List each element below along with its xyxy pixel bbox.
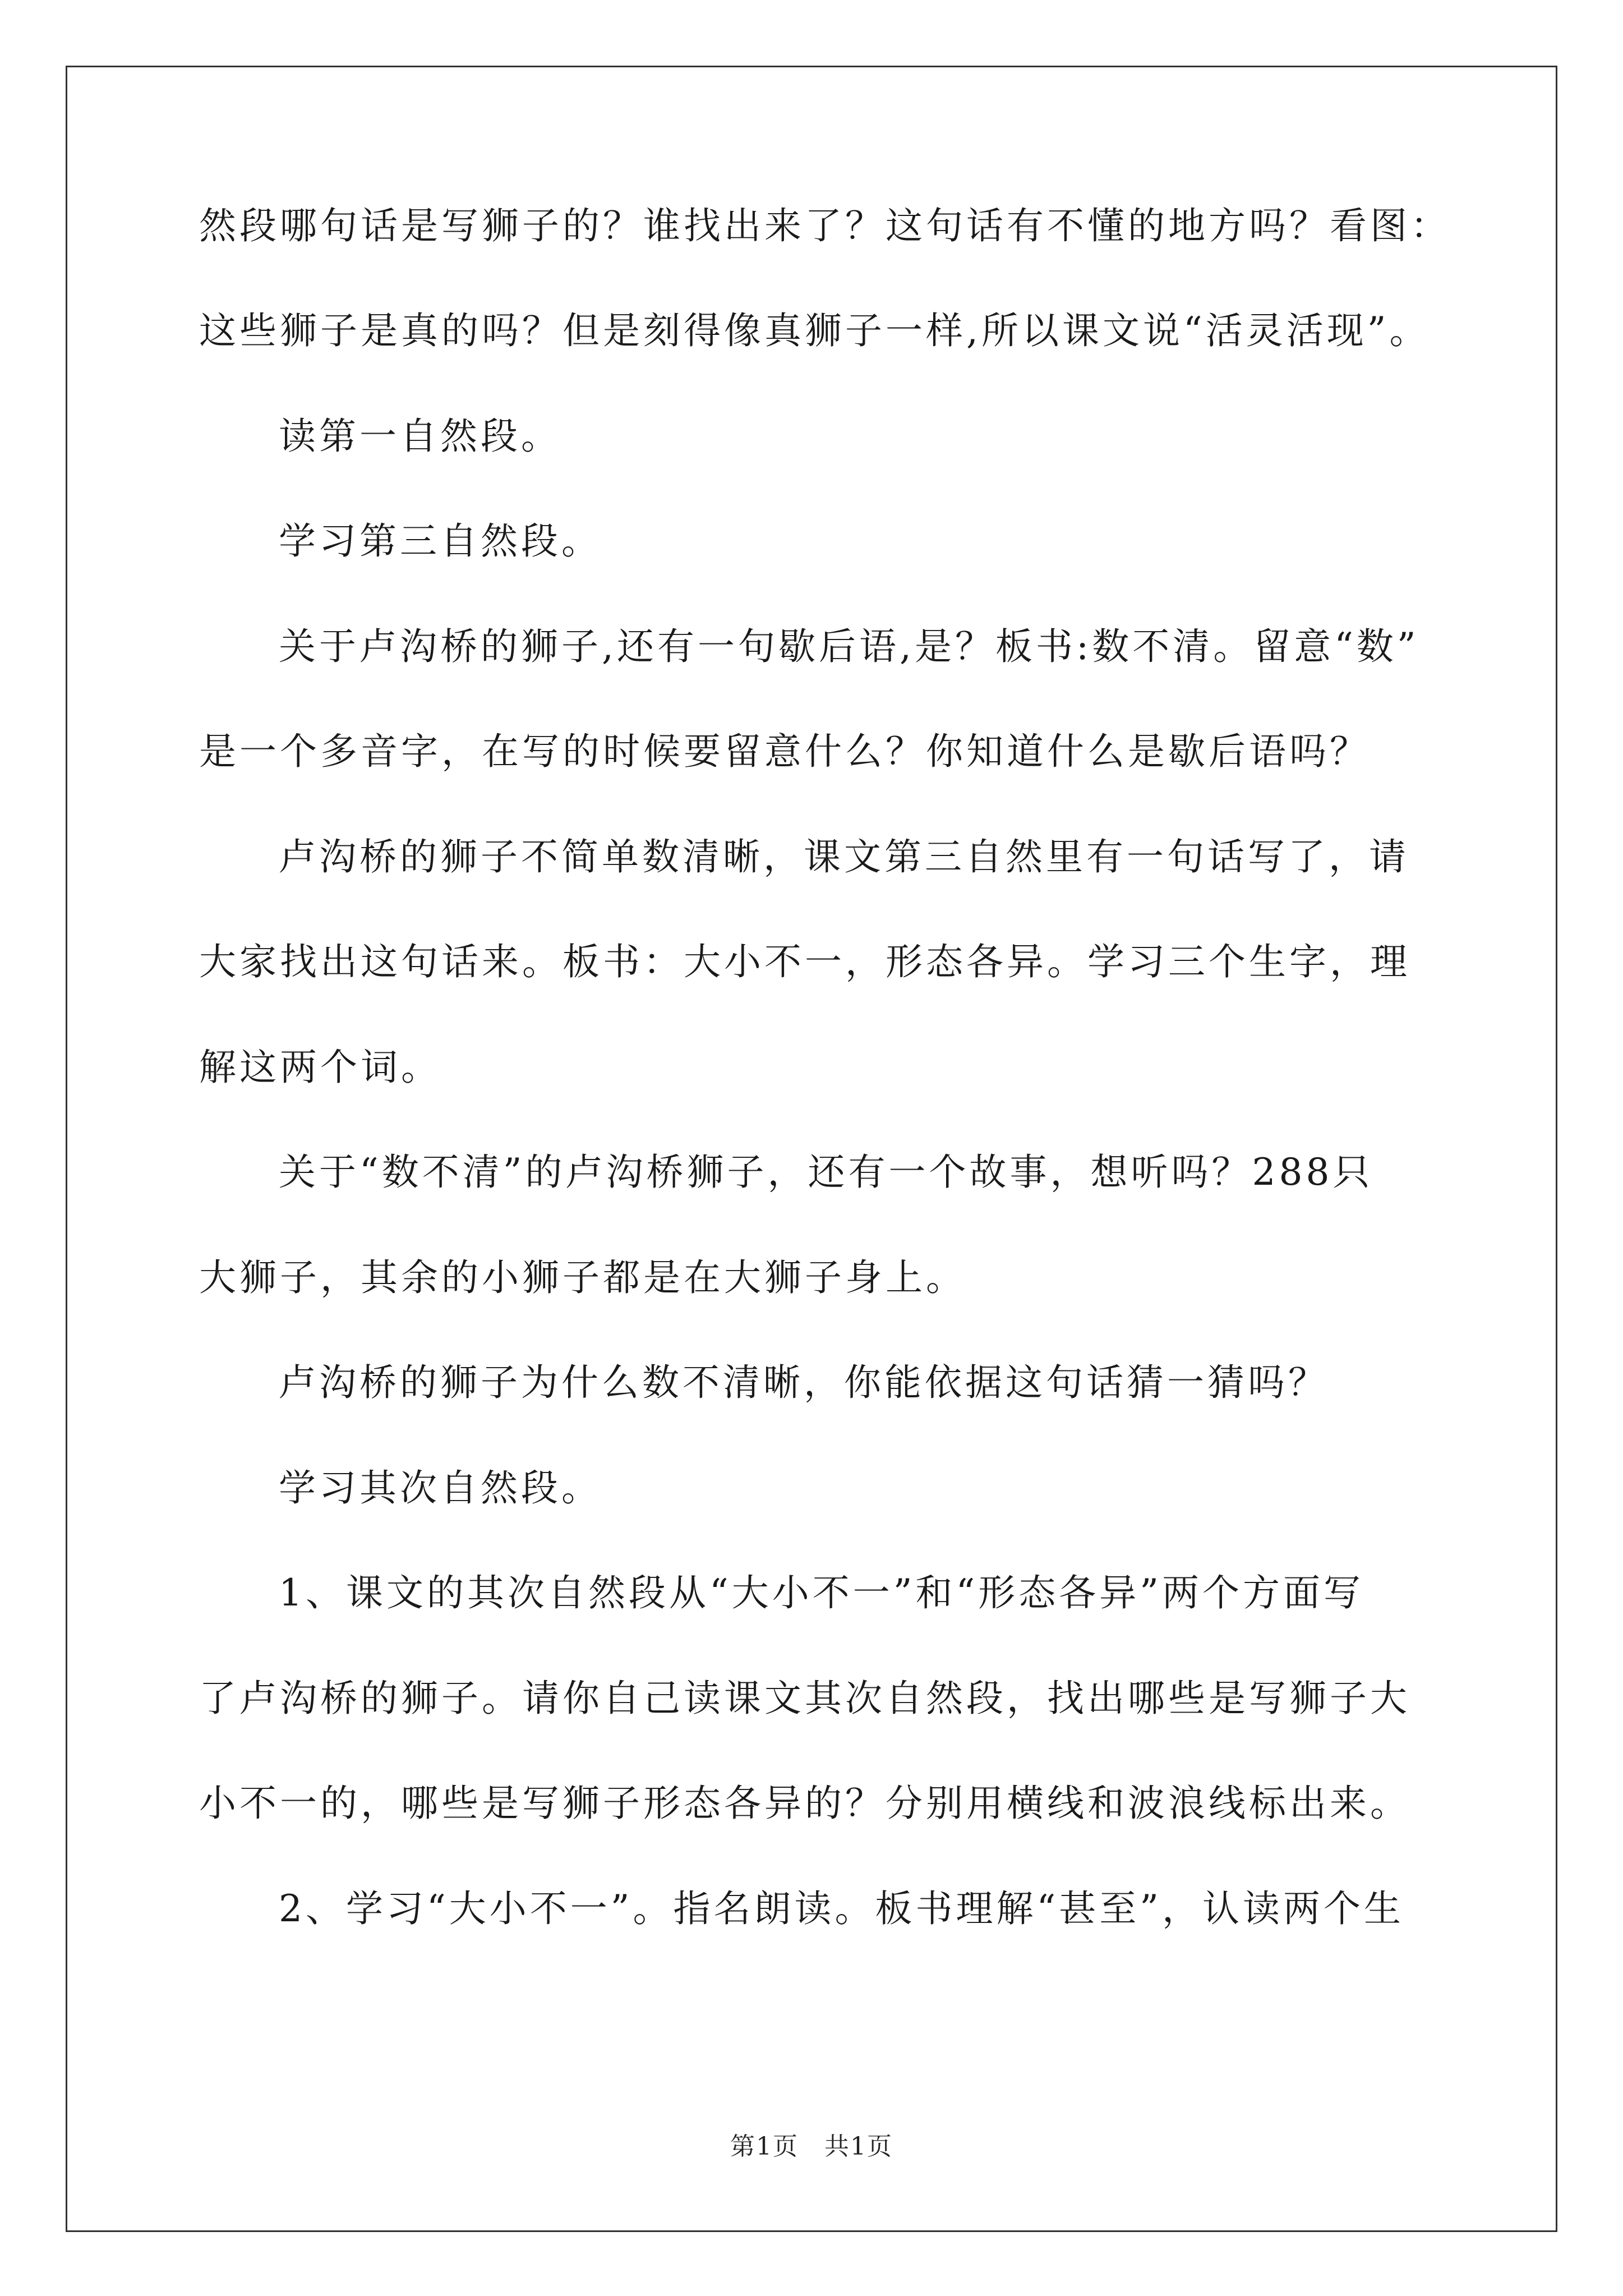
text-line: 关于卢沟桥的狮子,还有一句歇后语,是？板书:数不清。留意“数” [279,625,1419,668]
text-line: 解这两个词。 [199,1046,441,1089]
text-line: 卢沟桥的狮子为什么数不清晰，你能依据这句话猜一猜吗？ [279,1361,1329,1404]
text-line: 大狮子，其余的小狮子都是在大狮子身上。 [199,1256,966,1299]
text-line: 了卢沟桥的狮子。请你自己读课文其次自然段，找出哪些是写狮子大 [199,1677,1410,1720]
text-line: 关于“数不清”的卢沟桥狮子，还有一个故事，想听吗？288只 [279,1151,1373,1194]
text-line: 大家找出这句话来。板书：大小不一，形态各异。学习三个生字，理 [199,940,1410,983]
text-line: 读第一自然段。 [279,415,561,458]
text-line: 学习第三自然段。 [279,519,602,563]
text-line: 然段哪句话是写狮子的？谁找出来了？这句话有不懂的地方吗？看图： [199,204,1451,247]
text-line: 卢沟桥的狮子不简单数清晰，课文第三自然里有一句话写了，请 [279,835,1409,878]
text-line: 小不一的，哪些是写狮子形态各异的？分别用横线和波浪线标出来。 [199,1782,1410,1825]
text-line: 1、课文的其次自然段从“大小不一”和“形态各异”两个方面写 [279,1571,1364,1614]
text-line: 这些狮子是真的吗？但是刻得像真狮子一样,所以课文说“活灵活现”。 [199,309,1430,352]
page-number: 第1页 共1页 [730,2132,893,2161]
text-line: 是一个多音字，在写的时候要留意什么？你知道什么是歇后语吗？ [199,730,1370,773]
text-line: 2、学习“大小不一”。指名朗读。板书理解“甚至”，认读两个生 [279,1887,1404,1930]
text-line: 学习其次自然段。 [279,1466,602,1510]
